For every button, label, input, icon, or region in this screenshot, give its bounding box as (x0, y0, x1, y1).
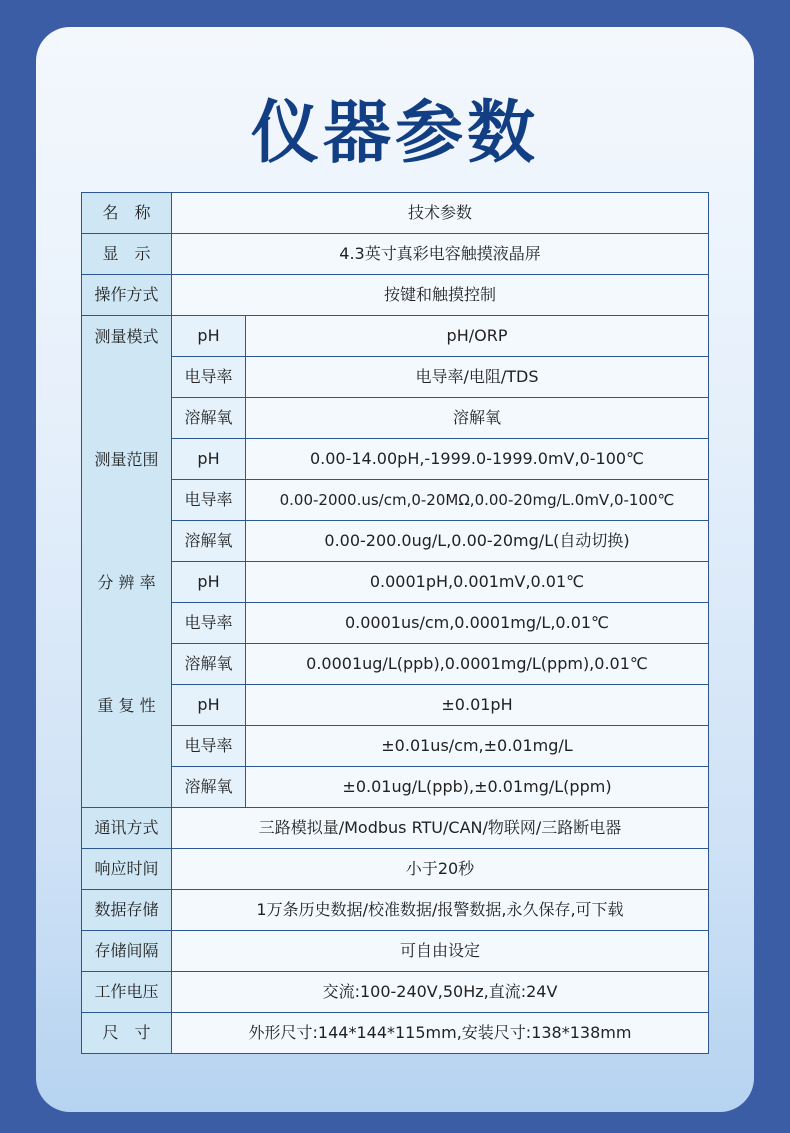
sub-value: 0.00-200.0ug/L,0.00-20mg/L(自动切换) (246, 521, 709, 562)
storage-label: 数据存储 (82, 890, 172, 931)
sub-value: 0.00-14.00pH,-1999.0-1999.0mV,0-100℃ (246, 439, 709, 480)
voltage-label: 工作电压 (82, 972, 172, 1013)
mode-group-label: 测量模式 (94, 327, 159, 346)
sub-label: 溶解氧 (172, 398, 246, 439)
sub-label: pH (172, 562, 246, 603)
measurement-group-labels (82, 316, 172, 808)
size-label: 尺 寸 (82, 1013, 172, 1054)
response-value: 小于20秒 (172, 849, 709, 890)
sub-value: ±0.01us/cm,±0.01mg/L (246, 726, 709, 767)
header-label: 名 称 (82, 193, 172, 234)
table-row (82, 275, 709, 316)
sub-label: 电导率 (172, 726, 246, 767)
sub-value: 0.00-2000.us/cm,0-20MΩ,0.00-20mg/L.0mV,0-100℃ (246, 480, 709, 521)
sub-value: 0.0001us/cm,0.0001mg/L,0.01℃ (246, 603, 709, 644)
sub-label: pH (172, 439, 246, 480)
sub-label: 电导率 (172, 603, 246, 644)
table-row (82, 398, 709, 439)
table-row (82, 931, 709, 972)
table-row (82, 439, 709, 480)
size-value: 外形尺寸:144*144*115mm,安装尺寸:138*138mm (172, 1013, 709, 1054)
table-row (82, 1013, 709, 1054)
table-row (82, 316, 709, 357)
table-row (82, 644, 709, 685)
spec-table (81, 192, 709, 1054)
table-row (82, 849, 709, 890)
table-row (82, 890, 709, 931)
table-row (82, 972, 709, 1013)
voltage-value: 交流:100-240V,50Hz,直流:24V (172, 972, 709, 1013)
table-row (82, 562, 709, 603)
sub-value: ±0.01ug/L(ppb),±0.01mg/L(ppm) (246, 767, 709, 808)
sub-label: 溶解氧 (172, 767, 246, 808)
sub-label: 电导率 (172, 357, 246, 398)
interval-label: 存储间隔 (82, 931, 172, 972)
display-label: 显 示 (82, 234, 172, 275)
table-row (82, 603, 709, 644)
sub-value: 0.0001ug/L(ppb),0.0001mg/L(ppm),0.01℃ (246, 644, 709, 685)
table-row (82, 521, 709, 562)
display-value: 4.3英寸真彩电容触摸液晶屏 (172, 234, 709, 275)
repeatability-group-label: 重 复 性 (97, 696, 156, 715)
sub-value: 电导率/电阻/TDS (246, 357, 709, 398)
communication-label: 通讯方式 (82, 808, 172, 849)
sub-value: pH/ORP (246, 316, 709, 357)
operation-value: 按键和触摸控制 (172, 275, 709, 316)
communication-value: 三路模拟量/Modbus RTU/CAN/物联网/三路断电器 (172, 808, 709, 849)
header-value: 技术参数 (172, 193, 709, 234)
sub-label: pH (172, 685, 246, 726)
table-row (82, 193, 709, 234)
sub-value: ±0.01pH (246, 685, 709, 726)
range-group-label: 测量范围 (94, 450, 159, 469)
page-title: 仪器参数 (250, 94, 539, 173)
operation-label: 操作方式 (82, 275, 172, 316)
sub-value: 溶解氧 (246, 398, 709, 439)
sub-label: 电导率 (172, 480, 246, 521)
sub-label: 溶解氧 (172, 521, 246, 562)
table-row (82, 808, 709, 849)
storage-value: 1万条历史数据/校准数据/报警数据,永久保存,可下载 (172, 890, 709, 931)
interval-value: 可自由设定 (172, 931, 709, 972)
table-row (82, 685, 709, 726)
sub-label: 溶解氧 (172, 644, 246, 685)
sub-label: pH (172, 316, 246, 357)
table-row (82, 726, 709, 767)
table-row (82, 480, 709, 521)
resolution-group-label: 分 辨 率 (97, 573, 156, 592)
table-row (82, 234, 709, 275)
response-label: 响应时间 (82, 849, 172, 890)
sub-value: 0.0001pH,0.001mV,0.01℃ (246, 562, 709, 603)
table-row (82, 767, 709, 808)
table-row (82, 357, 709, 398)
